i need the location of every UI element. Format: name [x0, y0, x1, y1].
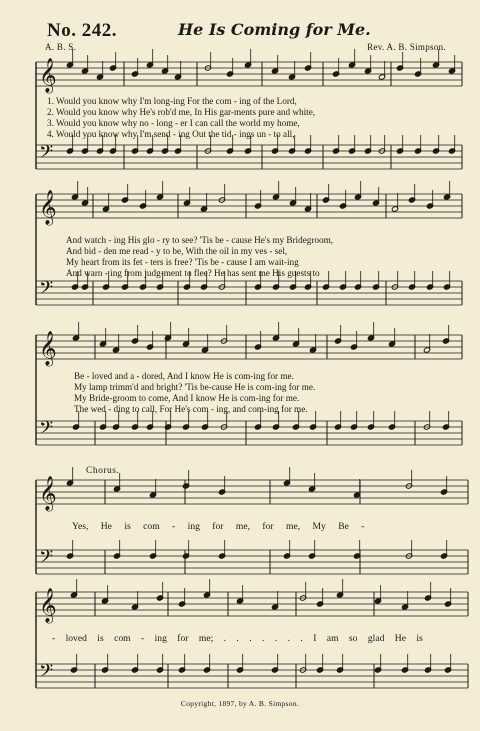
lyric-line: My lamp trimm'd and bright? 'Tis be-cause He is com-ing for me.: [74, 382, 316, 392]
svg-text:𝄞: 𝄞: [39, 476, 57, 511]
lyric-line: 1. Would you know why I'm long-ing For the com - ing of the Lord,: [47, 96, 297, 106]
svg-text:𝄞: 𝄞: [39, 58, 57, 93]
lyric-line: My Bride-groom to come, And I know He is com-ing for me.: [74, 393, 300, 403]
copyright-notice: Copyright, 1897, by A. B. Simpson.: [180, 699, 300, 708]
composer-credit: A. B. S.: [45, 42, 77, 52]
svg-text:𝄢: 𝄢: [39, 278, 54, 303]
lyric-line: My heart from its fet - ters is free? 'Tis be - cause I am wait-ing: [66, 257, 299, 267]
svg-text:𝄢: 𝄢: [39, 142, 54, 167]
svg-text:𝄞: 𝄞: [39, 190, 57, 225]
hymn-number: No. 242.: [47, 20, 117, 41]
svg-text:𝄢: 𝄢: [39, 661, 54, 686]
hymn-title: He Is Coming for Me.: [178, 20, 371, 39]
chorus-label: Chorus.: [86, 466, 120, 476]
lyric-line: Be - loved and a - dored, And I know He is com-ing for me.: [74, 371, 294, 381]
svg-text:𝄞: 𝄞: [39, 588, 57, 623]
lyric-line: The wed - ding to call, For He's com - ing, and com-ing for me.: [74, 404, 308, 414]
lyric-line: And watch - ing His glo - ry to see? 'Tis be - cause He's my Bridegroom,: [66, 235, 334, 245]
lyric-line: 2. Would you know why He's rob'd me, In His gar-ments pure and white,: [47, 107, 316, 117]
lyric-line: 4. Would you know why I'm send - ing Out the tid - ings un - to all,: [47, 129, 295, 139]
svg-text:𝄞: 𝄞: [39, 331, 57, 366]
lyric-line: 3. Would you know why no - long - er I can call the world my home,: [47, 118, 300, 128]
svg-text:𝄢: 𝄢: [39, 418, 54, 443]
lyric-line: And bid - den me read - y to be, With the oil in my ves - sel,: [66, 246, 288, 256]
lyric-line: And warn - ing from judg-ment to flee? He has sent me His guests to: [66, 268, 320, 278]
lyric-line: Yes, He is com - ing for me, for me, My Be -: [72, 521, 365, 532]
svg-text:𝄢: 𝄢: [39, 547, 54, 572]
lyric-line: - loved is com - ing for me; . . . . . . . I am so glad He is: [52, 633, 423, 644]
author-credit: Rev. A. B. Simpson.: [367, 42, 446, 52]
